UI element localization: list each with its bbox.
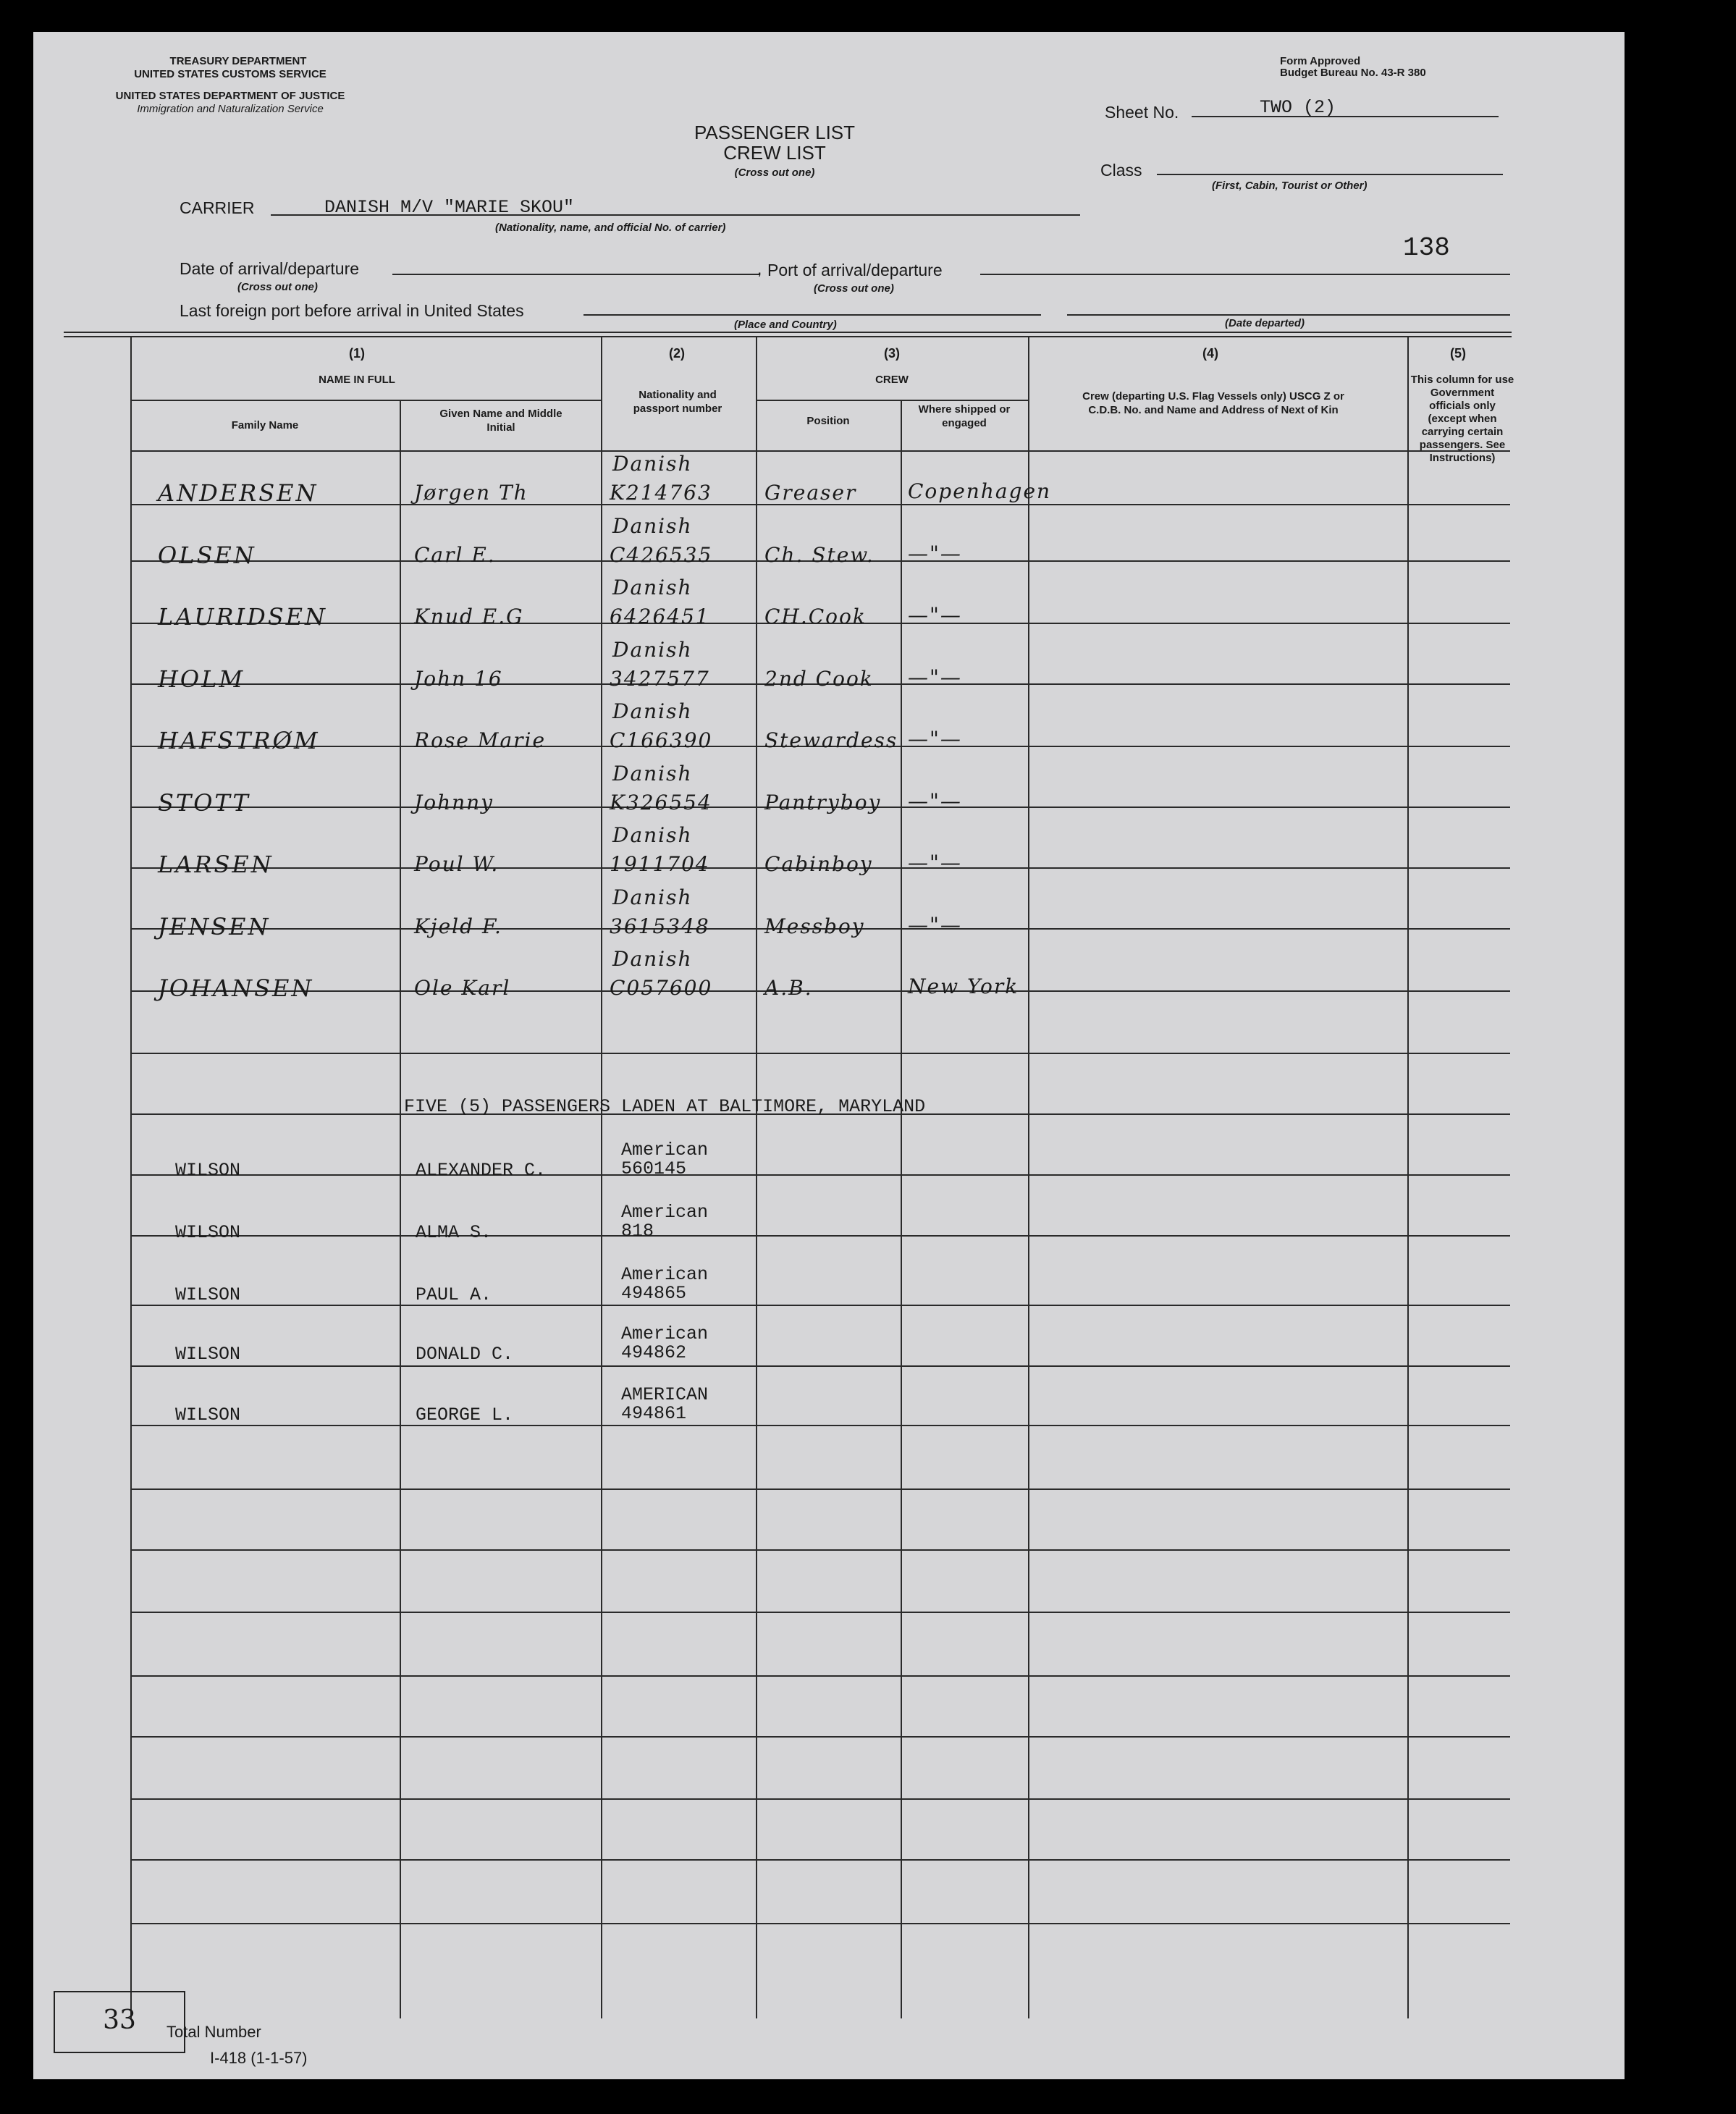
col4-number: (4) xyxy=(1202,346,1218,361)
col1-title: NAME IN FULL xyxy=(319,374,395,386)
crew-passport: 6426451 xyxy=(610,605,710,628)
carrier-value: DANISH M/V "MARIE SKOU" xyxy=(324,197,575,218)
crew-family-name: JENSEN xyxy=(158,912,271,940)
crew-position: Greaser xyxy=(764,481,857,505)
crew-position: 2nd Cook xyxy=(764,666,874,691)
sheet-no-label: Sheet No. xyxy=(1105,103,1179,122)
crew-where-engaged: —"— xyxy=(908,912,962,937)
col3-number: (3) xyxy=(884,346,900,361)
total-count-box xyxy=(54,1991,185,2053)
form-approved-label: Form Approved xyxy=(1280,55,1361,67)
crew-passport: C057600 xyxy=(610,976,713,1000)
passenger-family-name: WILSON xyxy=(175,1344,241,1365)
cross-out-caption: (Cross out one) xyxy=(734,167,815,179)
crew-passport: 3615348 xyxy=(610,914,710,938)
passenger-family-name: WILSON xyxy=(175,1160,241,1181)
row-divider xyxy=(130,1305,1510,1306)
passenger-given-name: DONALD C. xyxy=(416,1344,514,1365)
crew-given-name: John 16 xyxy=(414,666,503,691)
family-name-header: Family Name xyxy=(231,419,299,431)
treasury-label: TREASURY DEPARTMENT xyxy=(169,55,307,67)
crew-nationality: Danish xyxy=(612,761,693,786)
crew-given-name: Poul W. xyxy=(414,852,500,876)
crew-nationality: Danish xyxy=(612,699,693,723)
crew-position: Messboy xyxy=(764,914,865,938)
passenger-list-title: PASSENGER LIST xyxy=(694,122,856,143)
passenger-passport: 494861 xyxy=(621,1403,687,1424)
position-header: Position xyxy=(806,415,850,427)
document-sheet: TREASURY DEPARTMENT UNITED STATES CUSTOMS SERVICE UNITED STATES DEPARTMENT OF JUSTICE Immigration and Naturalization Service Form Approved Budget Bureau No. 43-R 380 PASSENGER LIST CREW LIST (Cross out one) Sheet No. TWO (2) Class (First, Cabin, Tourist or Other) CARRIER DANISH M/V "MARIE SKOU" (Nationality, name, and official No. of carrier) 138 Date of arrival/departure , (Cross out one) Port of arrival/departure (Cross out one) Last foreign port before arrival in United States (Place and Country) (Date departed) (1) NAME IN FULL Family Name Given Name and Middle Initial (2) Nationality and passport number (3) CREW Position Where shipped or engaged (4) Crew (departing U.S. Flag Vessels only) USCG Z or C.D.B. No. and Name and Address of Next of Kin (5) This column for use Government officials only (except when carrying certain passengers. See Instructions) ANDERSEN Jørgen Th Danish K214763 Greaser Copenhagen OLSEN Carl E. Danish C426535 Ch. Stew. —"— LAURIDSEN Knud E.G Danish 6426451 CH.Cook —"— HOLM John 16 Danish 3427577 2nd Cook —"— HAFSTRØM Rose Marie Danish C166390 Stewardess —"— STOTT Johnny Danish K326554 Pantryboy —"— LARSEN Poul W. Danish 1911704 Cabinboy —"— JENSEN Kjeld F. Danish 3615348 Messboy —"— JOHANSEN Ole Karl Danish C057600 A.B. New York FIVE (5) PASSENGERS LADEN AT BALTIMORE, MARYLAND WILSON ALEXANDER C. American 560145 WILSON ALMA S. American 818 WILSON PAUL A. American 494865 WILSON DONALD C. American 494862 WILSON GEORGE L. AMERICAN 494861 33 Total Number I-418 (1-1-57) xyxy=(33,32,1625,2079)
crew-where-engaged: —"— xyxy=(908,541,962,565)
crew-passport: C166390 xyxy=(610,728,713,752)
crew-family-name: ANDERSEN xyxy=(158,479,319,507)
total-number-label: Total Number xyxy=(167,2023,261,2041)
crew-where-engaged: —"— xyxy=(908,851,962,875)
carrier-caption: (Nationality, name, and official No. of carrier) xyxy=(495,222,726,234)
passenger-nationality: American xyxy=(621,1202,709,1223)
crew-passport: K326554 xyxy=(610,790,712,814)
crew-nationality: Danish xyxy=(612,885,693,909)
crew-list-title: CREW LIST xyxy=(723,142,826,164)
col1-number: (1) xyxy=(349,346,365,361)
row-divider xyxy=(130,1235,1510,1237)
date-departed-caption: (Date departed) xyxy=(1225,317,1305,329)
col5-title: This column for use Government officials only (except when carrying certain passengers. See Instructions) xyxy=(1410,374,1514,464)
where-engaged-header: Where shipped or engaged xyxy=(918,403,1011,429)
given-name-header: Given Name and Middle Initial xyxy=(439,408,562,434)
crew-nationality: Danish xyxy=(612,823,693,847)
crew-given-name: Carl E. xyxy=(414,542,496,567)
row-divider xyxy=(130,1488,1510,1490)
total-count: 33 xyxy=(103,2005,136,2035)
crew-where-engaged: —"— xyxy=(908,603,962,627)
crew-where-engaged: —"— xyxy=(908,665,962,689)
crew-passport: 1911704 xyxy=(610,852,710,876)
crew-family-name: LAURIDSEN xyxy=(158,603,327,631)
crew-position: Cabinboy xyxy=(764,852,873,876)
passenger-given-name: GEORGE L. xyxy=(416,1405,514,1426)
col5-number: (5) xyxy=(1450,346,1466,361)
passenger-given-name: PAUL A. xyxy=(416,1284,492,1305)
passenger-passport: 494865 xyxy=(621,1283,687,1304)
passenger-nationality: American xyxy=(621,1264,709,1285)
passenger-note: FIVE (5) PASSENGERS LADEN AT BALTIMORE, MARYLAND xyxy=(404,1096,926,1117)
row-divider xyxy=(130,1053,1510,1054)
crew-position: A.B. xyxy=(764,976,813,1000)
crew-given-name: Johnny xyxy=(414,790,494,814)
row-divider xyxy=(130,1549,1510,1551)
row-divider xyxy=(130,1425,1510,1426)
crew-given-name: Knud E.G xyxy=(414,605,524,628)
class-label: Class xyxy=(1100,161,1142,180)
crew-nationality: Danish xyxy=(612,947,693,971)
row-divider xyxy=(130,1859,1510,1861)
justice-label: UNITED STATES DEPARTMENT OF JUSTICE xyxy=(115,90,345,102)
crew-family-name: HAFSTRØM xyxy=(158,727,320,754)
row-divider xyxy=(130,1174,1510,1176)
passenger-passport: 560145 xyxy=(621,1158,687,1179)
port-cross-out-caption: (Cross out one) xyxy=(814,282,894,295)
passenger-nationality: AMERICAN xyxy=(621,1384,709,1405)
passenger-family-name: WILSON xyxy=(175,1405,241,1426)
date-arrival-label: Date of arrival/departure xyxy=(180,259,360,278)
row-divider xyxy=(130,1798,1510,1800)
crew-position: Pantryboy xyxy=(764,790,882,814)
crew-given-name: Kjeld F. xyxy=(414,914,502,938)
crew-nationality: Danish xyxy=(612,452,693,476)
ins-label: Immigration and Naturalization Service xyxy=(137,103,324,115)
row-divider xyxy=(130,1675,1510,1677)
crew-nationality: Danish xyxy=(612,637,693,662)
crew-where-engaged: —"— xyxy=(908,788,962,813)
last-foreign-port-label: Last foreign port before arrival in United States xyxy=(180,301,524,320)
crew-family-name: JOHANSEN xyxy=(158,974,314,1002)
carrier-label: CARRIER xyxy=(180,198,255,217)
crew-nationality: Danish xyxy=(612,576,693,599)
crew-position: CH.Cook xyxy=(764,605,867,628)
crew-passport: K214763 xyxy=(610,481,712,505)
row-divider xyxy=(130,990,1510,992)
sheet-no-value: TWO (2) xyxy=(1260,97,1336,118)
passenger-passport: 818 xyxy=(621,1221,654,1242)
port-arrival-label: Port of arrival/departure xyxy=(767,261,943,279)
stamp-number: 138 xyxy=(1403,233,1450,263)
row-divider xyxy=(130,1365,1510,1367)
crew-nationality: Danish xyxy=(612,513,693,538)
class-caption: (First, Cabin, Tourist or Other) xyxy=(1212,180,1368,192)
passenger-passport: 494862 xyxy=(621,1342,687,1363)
crew-where-engaged: Copenhagen xyxy=(908,479,1052,503)
crew-passport: C426535 xyxy=(610,542,713,567)
passenger-given-name: ALEXANDER C. xyxy=(416,1160,547,1181)
crew-position: Stewardess xyxy=(764,728,898,752)
row-divider xyxy=(130,1612,1510,1613)
passenger-nationality: American xyxy=(621,1323,709,1344)
crew-given-name: Rose Marie xyxy=(414,728,547,752)
crew-passport: 3427577 xyxy=(610,666,710,691)
row-divider xyxy=(130,1736,1510,1738)
place-country-caption: (Place and Country) xyxy=(734,319,837,331)
crew-where-engaged: —"— xyxy=(908,727,962,751)
form-number: I-418 (1-1-57) xyxy=(210,2049,308,2067)
row-divider xyxy=(130,1923,1510,1924)
passenger-family-name: WILSON xyxy=(175,1284,241,1305)
crew-given-name: Jørgen Th xyxy=(414,481,528,505)
date-cross-out-caption: (Cross out one) xyxy=(237,281,318,293)
crew-position: Ch. Stew. xyxy=(764,542,875,567)
col4-title: Crew (departing U.S. Flag Vessels only) USCG Z or C.D.B. No. and Name and Address of Next of Kin xyxy=(1082,390,1344,416)
passenger-given-name: ALMA S. xyxy=(416,1222,492,1243)
crew-given-name: Ole Karl xyxy=(414,976,511,1000)
crew-family-name: OLSEN xyxy=(158,541,256,569)
col2-title: Nationality and passport number xyxy=(633,389,722,415)
col2-number: (2) xyxy=(669,346,685,361)
crew-family-name: HOLM xyxy=(158,665,245,693)
customs-label: UNITED STATES CUSTOMS SERVICE xyxy=(134,68,326,80)
passenger-family-name: WILSON xyxy=(175,1222,241,1243)
crew-where-engaged: New York xyxy=(908,974,1019,998)
col3-title: CREW xyxy=(875,374,909,386)
crew-family-name: STOTT xyxy=(158,788,250,817)
budget-bureau-label: Budget Bureau No. 43-R 380 xyxy=(1280,67,1426,79)
crew-family-name: LARSEN xyxy=(158,851,274,878)
passenger-nationality: American xyxy=(621,1140,709,1161)
